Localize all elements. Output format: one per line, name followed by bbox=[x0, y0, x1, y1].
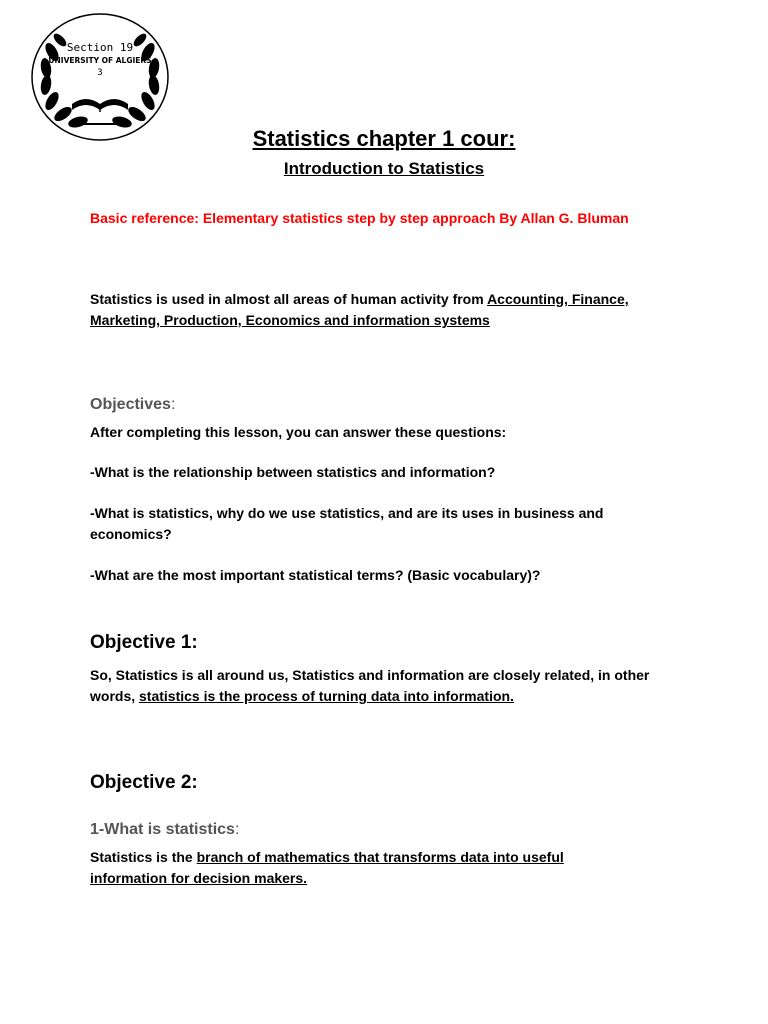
objective-2-heading: Objective 2: bbox=[90, 772, 198, 793]
objectives-heading bbox=[90, 394, 175, 416]
objectives-question-1: -What is the relationship between statistics and information? bbox=[90, 464, 496, 480]
basic-reference: Basic reference: Elementary statistics step by step approach By Allan G. Bluman bbox=[90, 210, 629, 226]
intro-paragraph bbox=[90, 289, 690, 331]
objective-2-underlined-text: branch of mathematics that transforms data into useful information for decision makers. bbox=[90, 849, 564, 886]
objectives-heading-colon: : bbox=[170, 396, 176, 413]
objective-2-text: Statistics is the bbox=[90, 849, 197, 865]
intro-text: Statistics is used in almost all areas of human activity from bbox=[90, 291, 488, 307]
logo-line-3: 3 bbox=[97, 68, 103, 78]
document-title-text: Statistics chapter 1 cour bbox=[252, 126, 509, 151]
objective-1-paragraph bbox=[90, 665, 670, 707]
objective-2-paragraph bbox=[90, 847, 620, 889]
what-is-statistics-heading-colon: : bbox=[234, 821, 240, 838]
laurel-wreath-icon bbox=[30, 12, 170, 142]
what-is-statistics-heading-text: 1-What is statistics bbox=[90, 821, 235, 838]
logo-line-1: Section 19 bbox=[66, 41, 134, 54]
document-title-colon: : bbox=[508, 126, 516, 151]
logo-line-2: UNIVERSITY OF ALGIERS bbox=[48, 56, 152, 65]
document-title bbox=[0, 124, 768, 154]
objective-1-underlined-text: statistics is the process of turning data into information. bbox=[139, 688, 514, 704]
objectives-question-2: -What is statistics, why do we use statistics, and are its uses in business and economics? bbox=[90, 505, 604, 542]
document-subtitle: Introduction to Statistics bbox=[283, 159, 485, 178]
objectives-heading-text: Objectives bbox=[90, 396, 171, 413]
what-is-statistics-heading bbox=[90, 819, 239, 841]
intro-underlined-text: Accounting, Finance, Marketing, Production, Economics and information systems bbox=[90, 291, 629, 328]
objective-1-heading: Objective 1: bbox=[90, 632, 198, 653]
objectives-question-3: -What are the most important statistical terms? (Basic vocabulary)? bbox=[90, 567, 541, 583]
university-seal-logo bbox=[30, 12, 170, 142]
objective-1-text: So, Statistics is all around us, Statistics and information are closely related, in other words, bbox=[90, 667, 650, 704]
objectives-lead: After completing this lesson, you can answer these questions: bbox=[90, 424, 507, 440]
